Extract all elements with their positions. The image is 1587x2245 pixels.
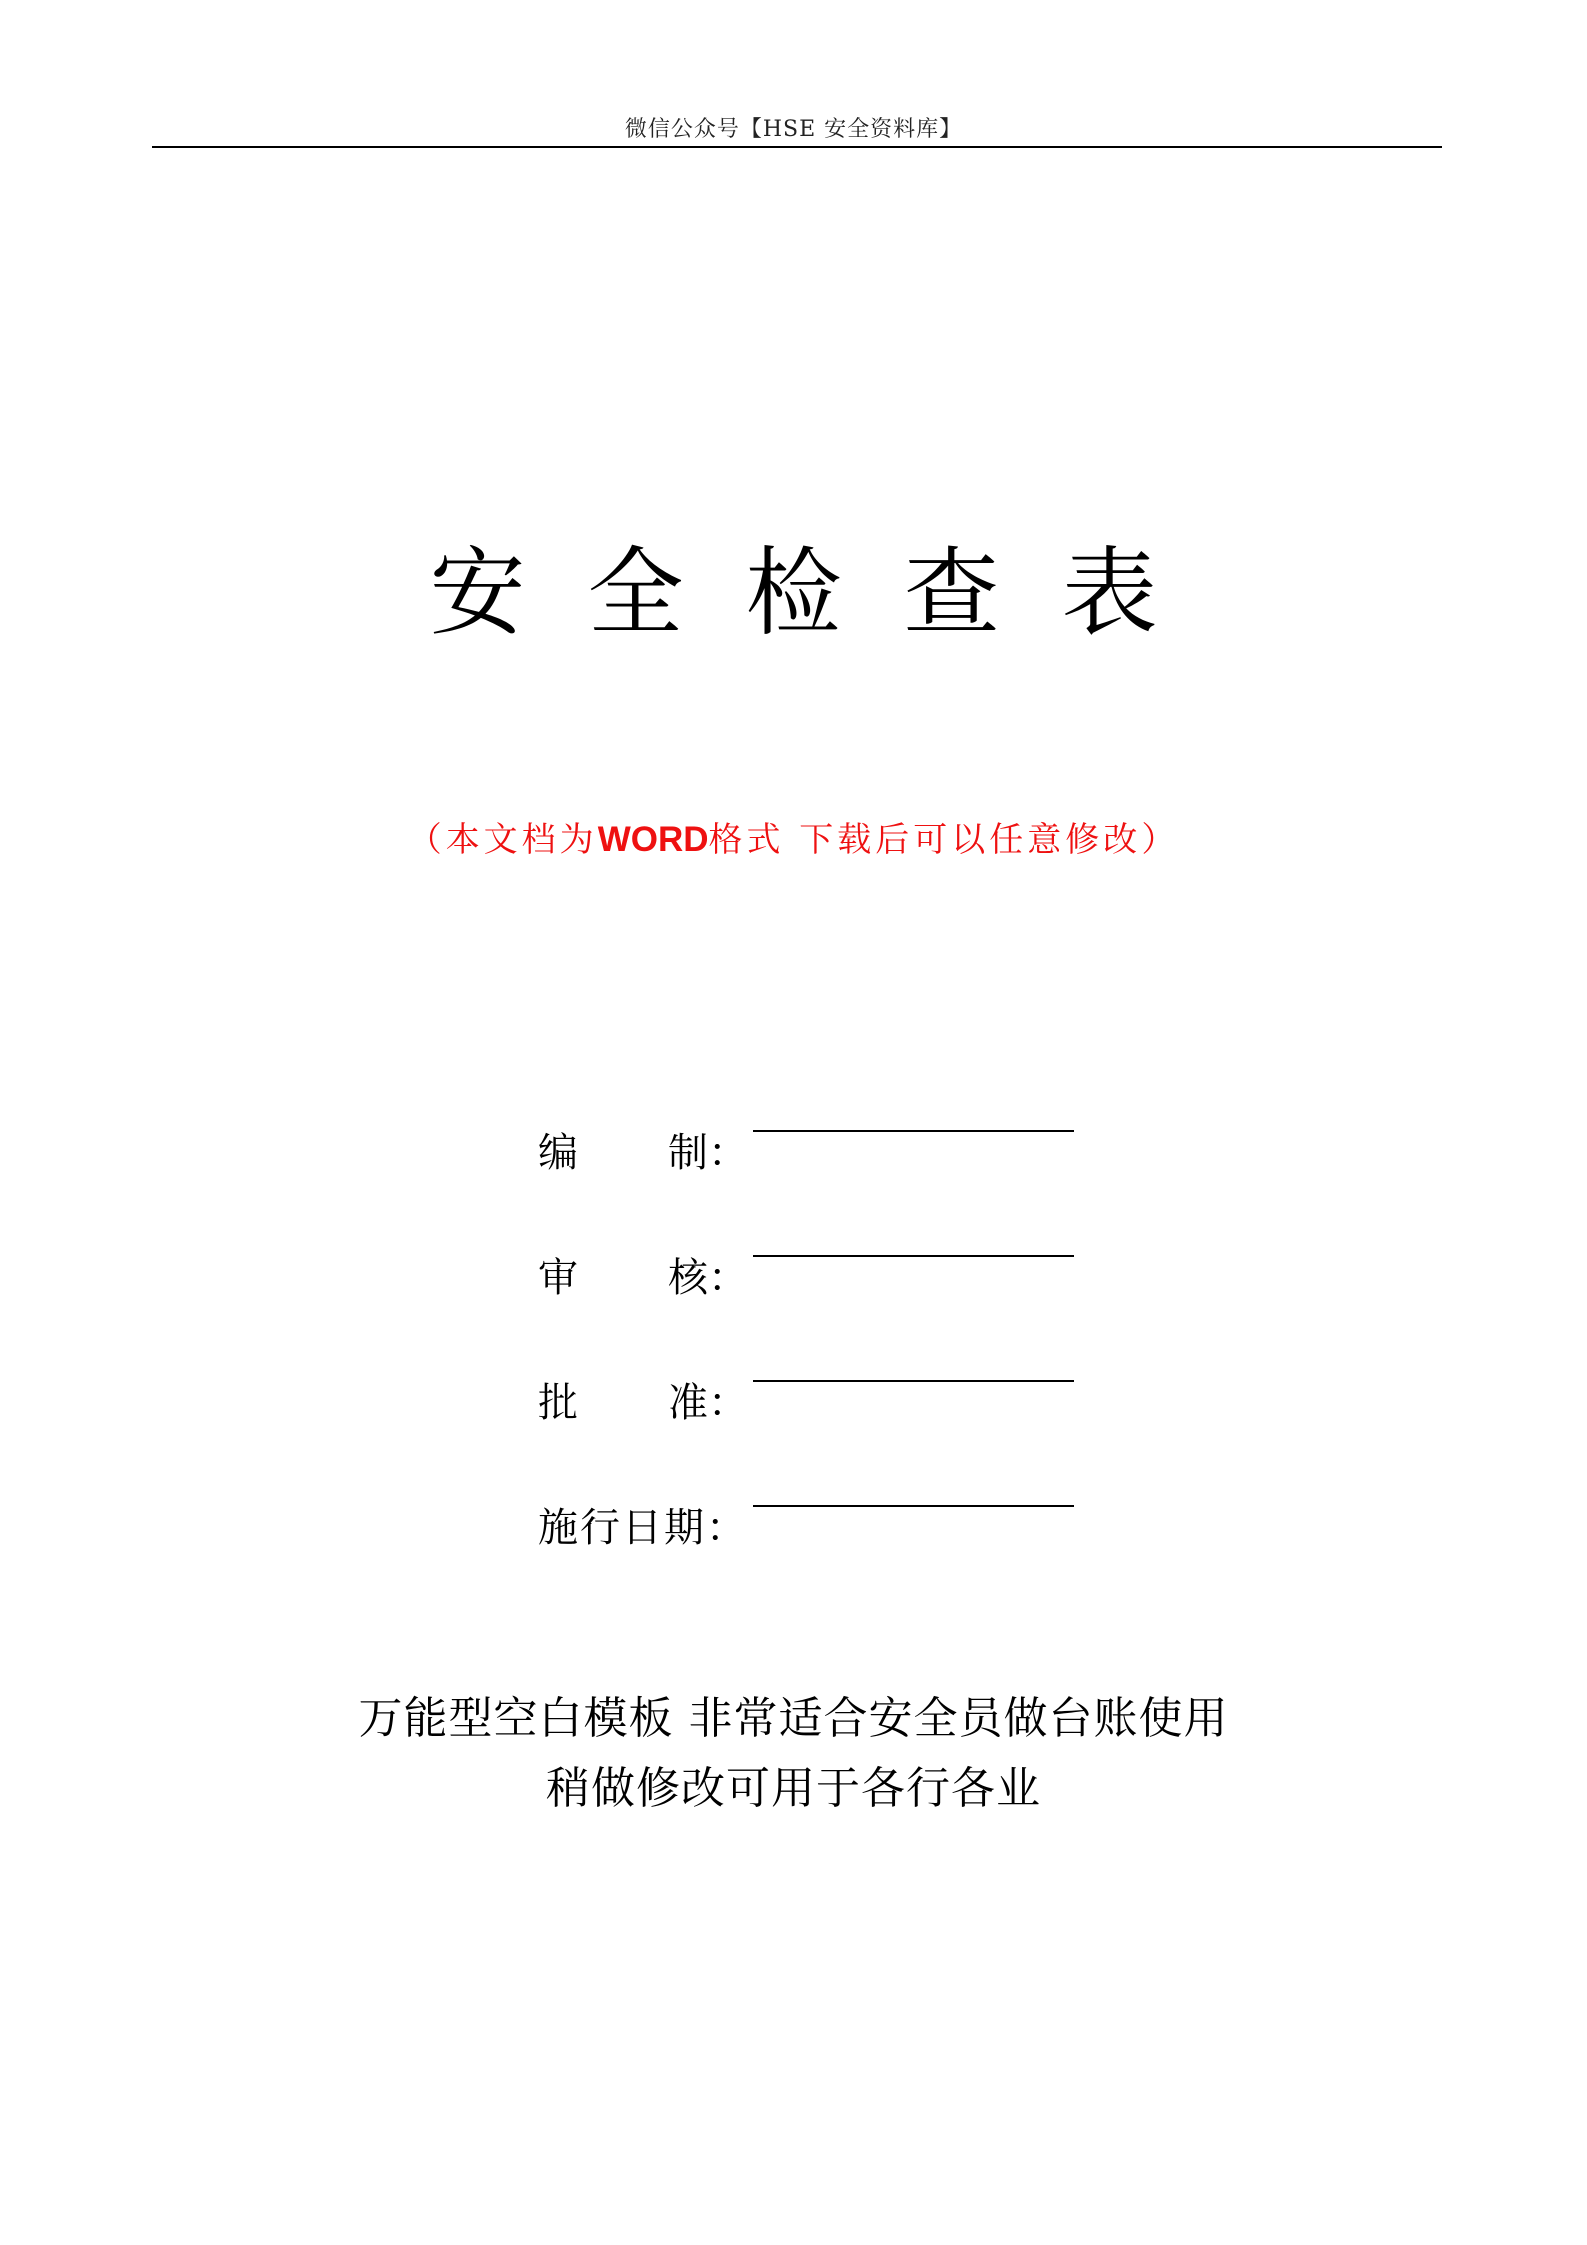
signature-line-compiled[interactable] (753, 1130, 1074, 1132)
footer-note-line-1: 万能型空白模板 非常适合安全员做台账使用 (358, 1693, 1229, 1744)
signature-row-compiled (538, 1080, 750, 1176)
format-notice-close-paren: ） (1141, 820, 1180, 860)
page-header-text: 微信公众号【HSE 安全资料库】 (624, 117, 963, 142)
footer-note-line-2: 稍做修改可用于各行各业 (546, 1763, 1041, 1814)
format-notice-open-paren: （ (407, 820, 446, 860)
format-notice-prefix: 本文档为 (445, 820, 598, 860)
title-char: 全 (587, 537, 684, 649)
signature-row-reviewed (538, 1205, 750, 1301)
signature-label-char: 核： (668, 1255, 748, 1301)
signature-line-approved[interactable] (753, 1380, 1074, 1382)
signature-row-approved (538, 1330, 750, 1426)
signature-label-char: 编 (538, 1130, 578, 1176)
title-char: 表 (1061, 537, 1158, 649)
title-char: 查 (903, 537, 1000, 649)
title-char: 检 (745, 537, 842, 649)
signature-label-char: 批 (538, 1380, 578, 1426)
signature-label-char: 准： (668, 1380, 748, 1426)
signature-row-effective-date (538, 1455, 750, 1551)
format-notice (0, 812, 1587, 861)
title-char: 安 (429, 537, 526, 649)
signature-label-text: 施行日期： (538, 1505, 748, 1551)
signature-label-char: 制： (668, 1130, 748, 1176)
signature-line-reviewed[interactable] (753, 1255, 1074, 1257)
signature-line-effective-date[interactable] (753, 1505, 1074, 1507)
format-notice-word: WORD (597, 820, 709, 859)
format-notice-suffix: 格式 下载后可以任意修改 (708, 820, 1142, 860)
signature-label-char: 审 (538, 1255, 578, 1301)
header-rule (152, 146, 1442, 148)
document-title (0, 538, 1587, 648)
